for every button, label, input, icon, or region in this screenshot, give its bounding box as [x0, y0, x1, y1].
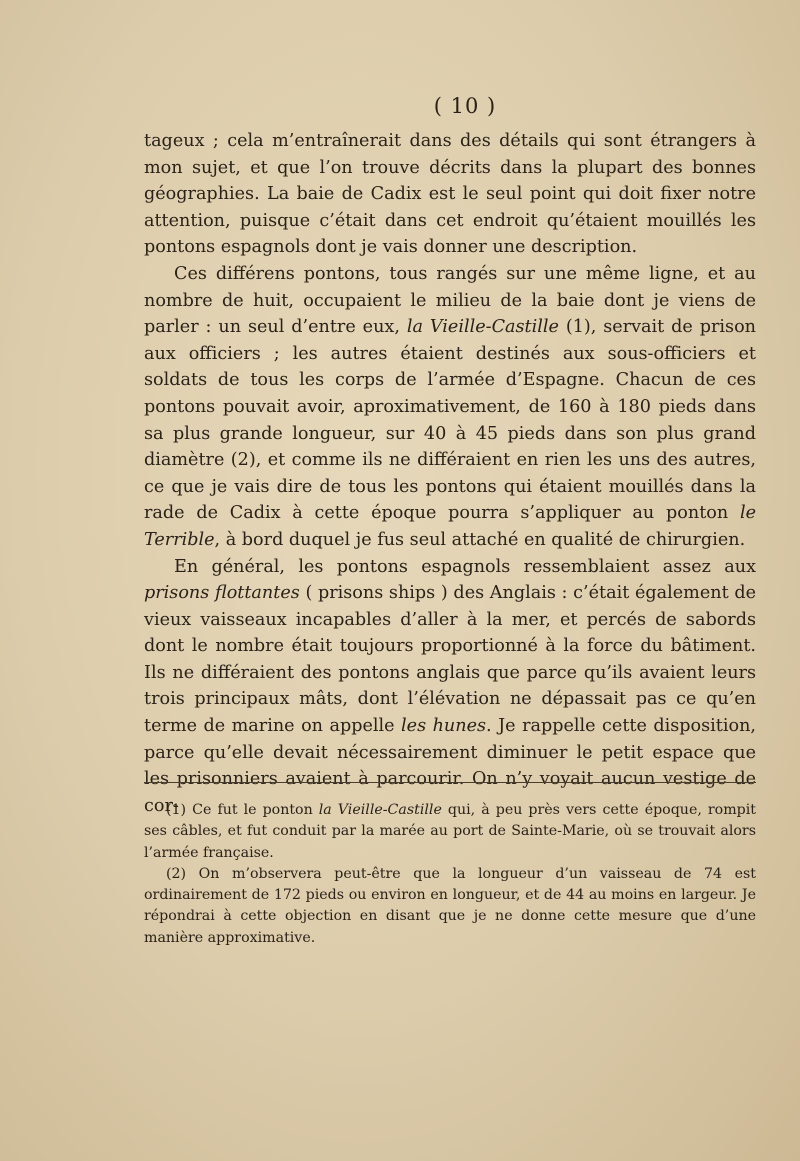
text-run: , à bord duquel je fus seul attaché en qualité de chirurgien.	[214, 529, 746, 550]
footnotes	[144, 800, 756, 949]
paragraph	[144, 128, 756, 261]
text-run: tageux ; cela m’entraînerait dans des détails qui sont étrangers à mon sujet, et que l’on trouve décrits dans la plupart des bonnes géographies. La baie de Cadix est le seul point qui doit fixer notre attention, puisque c’était dans cet endroit qu’étaient mouillés les pontons espagnols dont je vais donner une description.	[144, 131, 756, 258]
text-run: qui, à peu près vers cette époque, rompit ses câbles, et fut conduit par la marée au port de Sainte-Marie, où se trouvait alors l’armée française.	[144, 802, 756, 861]
text-run: . Je rappelle cette disposition, parce qu’elle devait nécessairement diminuer le petit espace que les prisonniers avaient à parcourir. On n’y voyait aucun vestige de cor-	[144, 716, 756, 816]
text-run: En général, les pontons espagnols ressemblaient assez aux	[174, 556, 756, 577]
text-run: (1), servait de prison aux officiers ; les autres étaient destinés aux sous-officiers et soldats de tous les corps de l’armée d’Espagne. Chacun de ces pontons pouvait avoir, aproximativement, de 160 à 180 pieds dans sa plus grande longueur, sur 40 à 45 pieds dans son plus grand diamètre (2), et comme ils ne différaient en rien les uns des autres, ce que je vais dire de tous les pontons qui étaient mouillés dans la rade de Cadix à cette époque pourra s’appliquer au ponton	[144, 317, 757, 524]
text-run: Ces différens pontons, tous rangés sur une même ligne, et au nombre de huit, occupaient le milieu de la baie dont je viens de parler : un seul d’entre eux,	[144, 263, 756, 338]
text-run: (1) Ce fut le ponton	[166, 802, 319, 818]
text-run: (2) On m’observera peut-être que la longueur d’un vaisseau de 74 est ordinairement de 172 pieds ou environ en longueur, et de 44 au moins en largeur. Je répondrai à cette objection en disant que je ne donne cette mesure que d’une manière approximative.	[144, 865, 756, 946]
italic-text: le Terrible	[144, 503, 756, 550]
italic-text: prisons flottantes	[144, 583, 300, 604]
main-text	[144, 128, 756, 819]
page-number: ( 10 )	[433, 94, 497, 118]
paragraph	[144, 554, 756, 820]
italic-text: les hunes	[401, 716, 487, 737]
italic-text: la Vieille-Castille	[406, 317, 559, 338]
text-run: ( prisons ships ) des Anglais : c’était également de vieux vaisseaux incapables d’aller à la mer, et percés de sabords dont le nombre était toujours proportionné à la force du bâtiment. Ils ne différaient des pontons anglais que parce qu’ils avaient leurs trois principaux mâts, dont l’élévation ne dépassait pas ce qu’en terme de marine on appelle	[144, 583, 756, 737]
footnote	[144, 864, 756, 949]
footnote	[144, 800, 756, 864]
paragraph	[144, 261, 756, 554]
footnote-divider	[144, 782, 756, 783]
italic-text: la Vieille-Castille	[318, 802, 442, 818]
